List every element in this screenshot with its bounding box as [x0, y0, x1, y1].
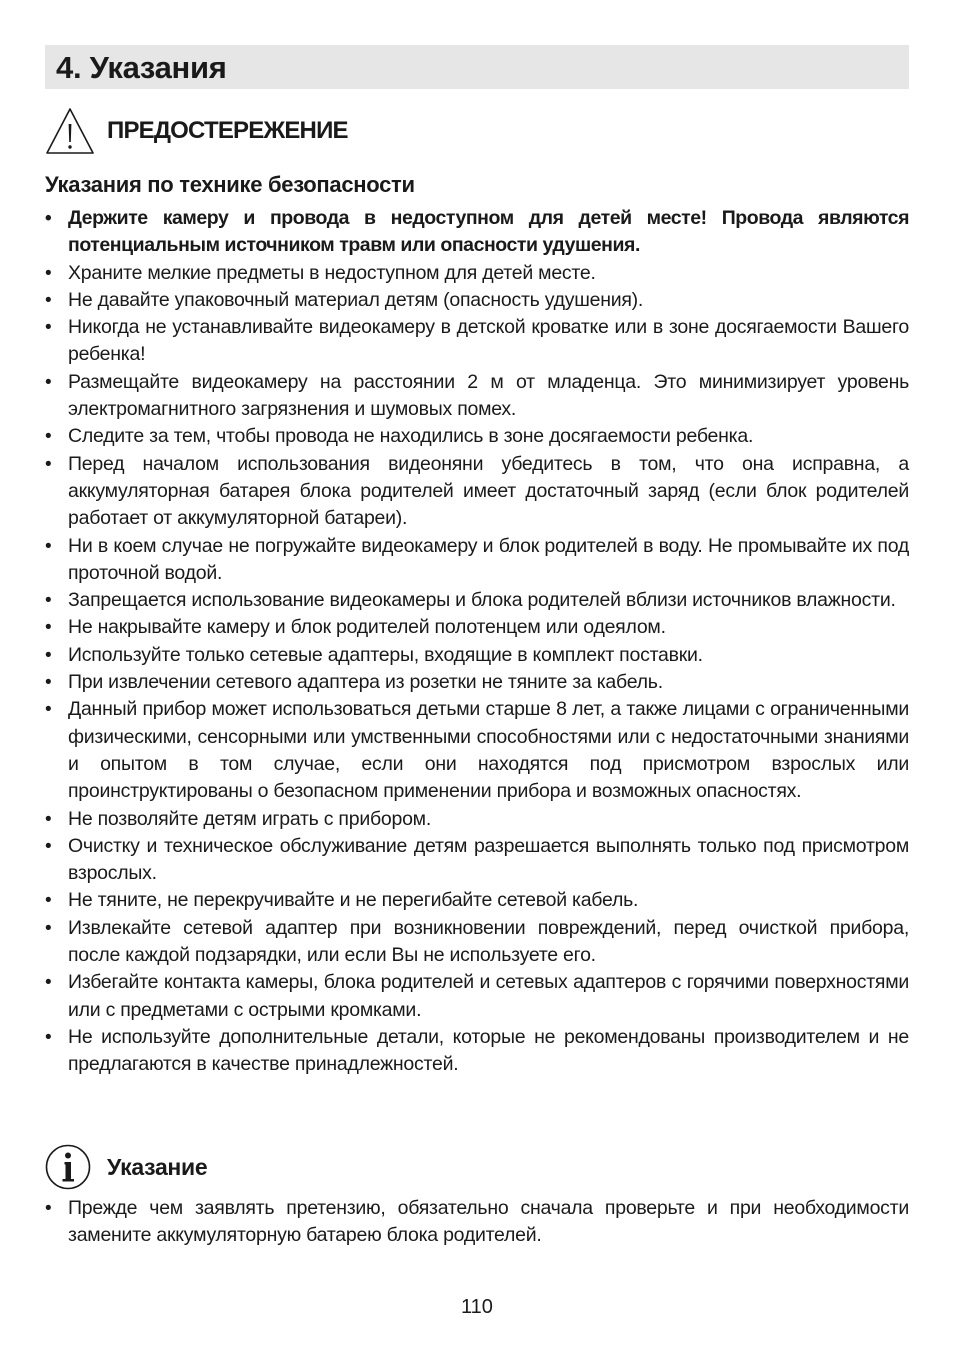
list-item-text: Размещайте видеокамеру на расстоянии 2 м от младенца. Это минимизирует уровень электромагнитного загрязнения и шумовых помех. [68, 370, 909, 421]
list-item [45, 969, 909, 1024]
list-item-text: Не используйте дополнительные детали, которые не рекомендованы производителем и не предлагаются в качестве принадлежностей. [68, 1025, 909, 1076]
list-item-text: Извлекайте сетевой адаптер при возникновении повреждений, перед очисткой прибора, после каждой подзарядки, или если Вы не используете его. [68, 916, 909, 967]
note-label: Указание [107, 1154, 208, 1180]
list-item-text: При извлечении сетевого адаптера из розетки не тяните за кабель. [68, 671, 663, 694]
list-item [45, 451, 909, 533]
bullet-marker: • [45, 1198, 52, 1219]
list-item-text: Ни в коем случае не погружайте видеокамеру и блок родителей в воду. Не промывайте их под проточной водой. [68, 534, 909, 584]
list-item-text: Запрещается использование видеокамеры и блока родителей вблизи источников влажности. [68, 589, 896, 612]
section-heading: Указания по технике безопасности [45, 172, 415, 197]
list-item [45, 205, 909, 260]
list-item [45, 614, 909, 641]
bullet-marker: • [45, 1026, 52, 1048]
bullet-marker: • [45, 289, 52, 311]
warning-label: ПРЕДОСТЕРЕЖЕНИЕ [107, 117, 348, 144]
page-title: 4. Указания [56, 50, 227, 85]
list-item-text: Прежде чем заявлять претензию, обязательно сначала проверьте и при необходимости замените аккумуляторную батарею блока родителей. [68, 1197, 909, 1247]
bullet-marker: • [45, 699, 52, 721]
bullet-marker: • [45, 371, 52, 393]
list-item-text: Данный прибор может использоваться детьми старше 8 лет, а также лицами с ограниченными физическими, сенсорными или умственными способностями или с недостаточными знаниями и опытом в том случае, если они находятся под присмотром взрослых или проинструктированы о безопасном применении прибора и возможных опасностях. [68, 698, 909, 803]
bullet-marker: • [45, 317, 52, 339]
list-item [45, 1195, 909, 1250]
bullet-marker: • [45, 808, 52, 830]
list-item [45, 806, 909, 833]
list-item [45, 1024, 909, 1079]
page-number: 110 [461, 1296, 493, 1318]
list-item [45, 260, 909, 287]
list-item-text: Не давайте упаковочный материал детям (опасность удушения). [68, 288, 644, 311]
list-item-text: Избегайте контакта камеры, блока родителей и сетевых адаптеров с горячими поверхностями или с предметами с острыми кромками. [68, 971, 909, 1021]
list-item [45, 915, 909, 970]
note-header [45, 1144, 445, 1194]
list-item [45, 887, 909, 914]
info-circle-icon [45, 1144, 91, 1190]
bullet-marker: • [45, 644, 52, 666]
list-item-text: Используйте только сетевые адаптеры, входящие в комплект поставки. [68, 643, 703, 666]
list-item [45, 314, 909, 369]
bullet-marker: • [45, 590, 52, 612]
list-item [45, 642, 909, 669]
bullet-marker: • [45, 972, 52, 994]
list-item [45, 423, 909, 450]
list-item-text: Очистку и техническое обслуживание детям разрешается выполнять только под присмотром взрослых. [68, 834, 909, 885]
list-item-text: Перед началом использования видеоняни убедитесь в том, что она исправна, а аккумуляторная батарея блока родителей имеет достаточный заряд (если блок родителей работает от аккумуляторной батареи). [68, 452, 909, 530]
warning-triangle-icon [45, 106, 95, 156]
warning-header [45, 106, 645, 156]
list-item-text: Храните мелкие предметы в недоступном для детей месте. [68, 261, 596, 284]
list-item [45, 669, 909, 696]
safety-instructions-list [45, 205, 909, 1079]
bullet-marker: • [45, 262, 52, 284]
list-item [45, 696, 909, 805]
list-item-text: Не позволяйте детям играть с прибором. [68, 807, 431, 830]
bullet-marker: • [45, 890, 52, 912]
list-item [45, 587, 909, 614]
list-item-text: Не тяните, не перекручивайте и не перегибайте сетевой кабель. [68, 889, 639, 912]
list-item [45, 287, 909, 314]
bullet-marker: • [45, 917, 52, 939]
bullet-marker: • [45, 617, 52, 639]
page-title-bar [45, 45, 909, 89]
bullet-marker: • [45, 453, 52, 475]
bullet-marker: • [45, 835, 52, 857]
list-item [45, 369, 909, 424]
list-item [45, 533, 909, 588]
list-item-text: Не накрывайте камеру и блок родителей полотенцем или одеялом. [68, 616, 666, 639]
bullet-marker: • [45, 208, 52, 229]
list-item-text: Никогда не устанавливайте видеокамеру в детской кроватке или в зоне досягаемости Вашего ребенка! [68, 316, 909, 366]
bullet-marker: • [45, 426, 52, 448]
note-list [45, 1195, 909, 1250]
list-item-text: Следите за тем, чтобы провода не находились в зоне досягаемости ребенка. [68, 425, 754, 448]
bullet-marker: • [45, 535, 52, 557]
bullet-marker: • [45, 672, 52, 694]
list-item [45, 833, 909, 888]
list-item-text: Держите камеру и провода в недоступном для детей месте! Провода являются потенциальным источником травм или опасности удушения. [68, 207, 909, 257]
